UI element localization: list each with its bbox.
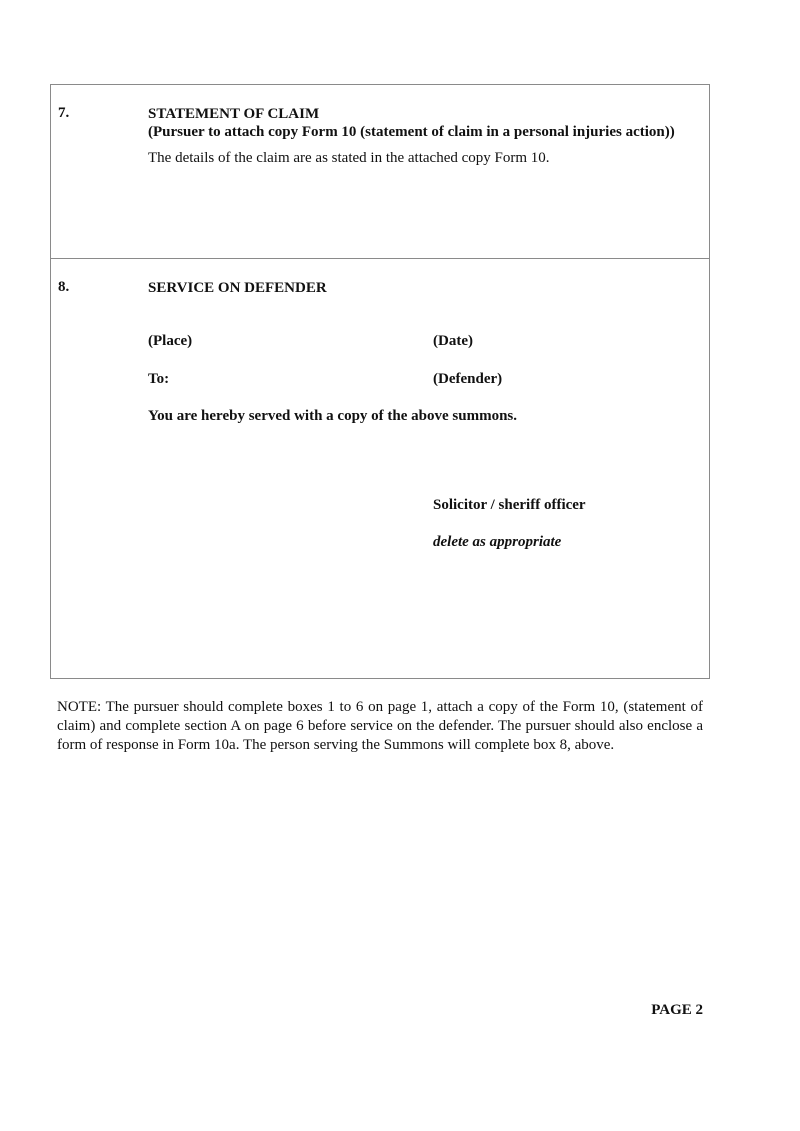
to-label: To: (148, 371, 170, 387)
section-7-content (148, 105, 702, 167)
note-paragraph: NOTE: The pursuer should complete boxes 1 to 6 on page 1, attach a copy of the Form 10, (statement of claim) and complete section A on page 6 before service on the defender. The pursuer should also enclose a form of response in Form 10a. The person serving the Summons will complete box 8, above. (57, 699, 703, 753)
section-7-subtitle: (Pursuer to attach copy Form 10 (statement of claim in a personal injuries action)) (148, 124, 675, 140)
section-7-number: 7. (58, 105, 70, 121)
section-7-box (50, 84, 710, 259)
section-7-text: The details of the claim are as stated in the attached copy Form 10. (148, 150, 550, 166)
page-number: PAGE 2 (651, 1002, 703, 1018)
date-label: (Date) (433, 333, 473, 349)
signatory-label: Solicitor / sheriff officer (433, 497, 586, 513)
section-8-title: SERVICE ON DEFENDER (148, 280, 327, 296)
delete-note: delete as appropriate (433, 534, 562, 550)
section-8-number: 8. (58, 279, 70, 295)
served-statement: You are hereby served with a copy of the above summons. (148, 408, 518, 424)
section-7-title: STATEMENT OF CLAIM (148, 106, 320, 122)
section-8-box (50, 258, 710, 679)
defender-label: (Defender) (433, 371, 503, 387)
place-label: (Place) (148, 333, 193, 349)
